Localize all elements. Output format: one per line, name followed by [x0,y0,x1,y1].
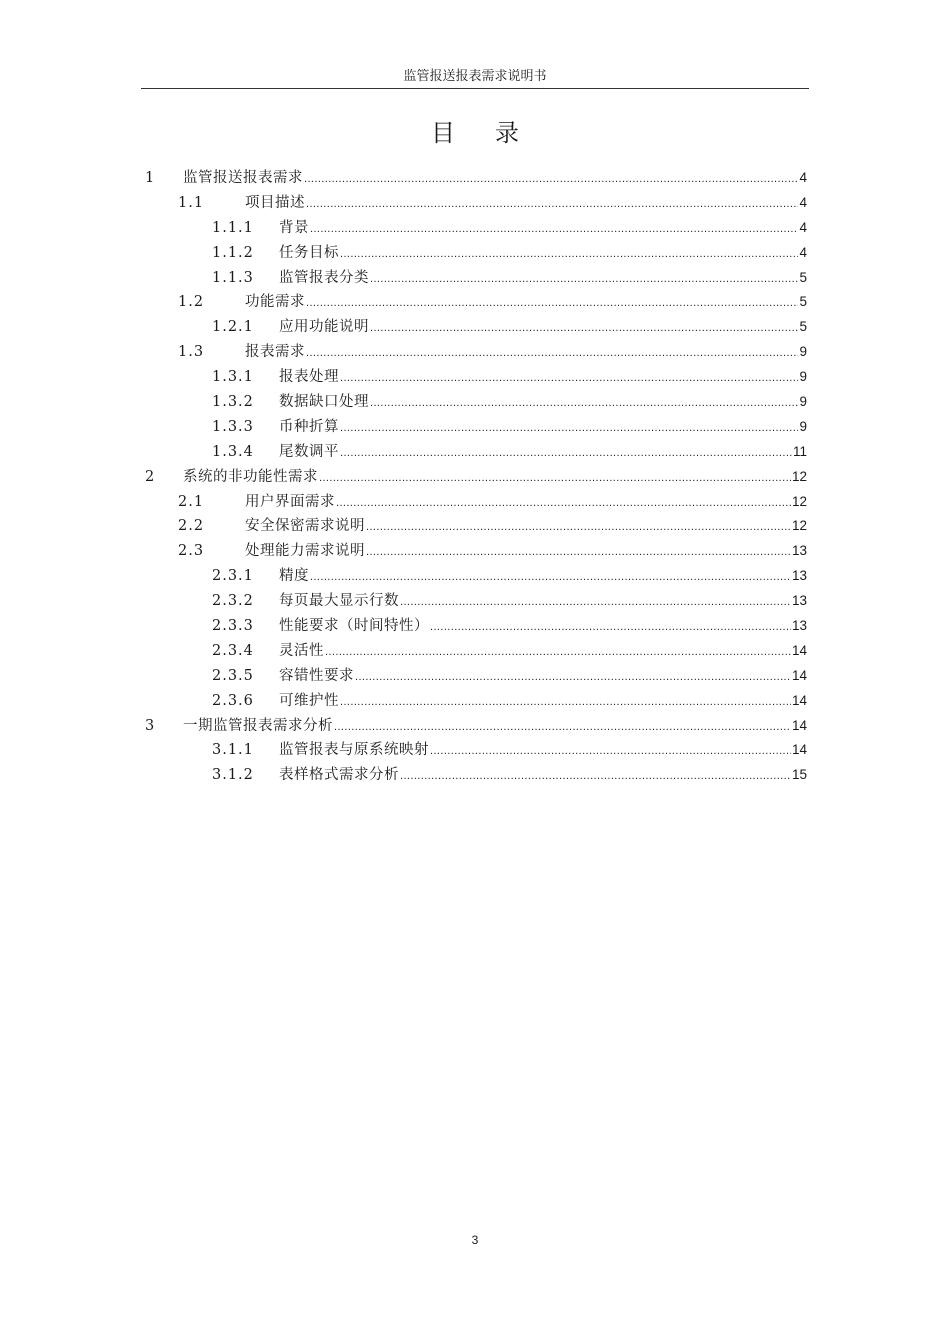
toc-dot-leader [319,466,791,491]
toc-entry-number: 1.3 [178,344,205,361]
toc-entry[interactable] [141,241,807,266]
toc-entry-number: 2.3.2 [212,593,254,610]
toc-title [141,116,809,150]
toc-entry-label: 项目描述 [245,194,305,211]
toc-entry-label: 可维护性 [279,692,339,709]
toc-entry-page: 9 [799,369,807,385]
toc-dot-leader [306,192,798,217]
toc-entry-number: 1.3.1 [212,369,254,386]
toc-entry[interactable] [141,440,807,465]
toc-entry-label: 功能需求 [245,294,305,311]
toc-entry-label: 数据缺口处理 [279,394,369,411]
toc-entry-number: 1.1 [178,194,205,211]
toc-dot-leader [430,739,791,764]
toc-entry[interactable] [141,490,807,515]
toc-entry[interactable] [141,290,807,315]
toc-entry-number: 2.3.3 [212,618,254,635]
toc-dot-leader [370,391,798,416]
toc-entry[interactable] [141,614,807,639]
page-header: 监管报送报表需求说明书 [141,66,809,89]
toc-entry-number: 1.3.3 [212,418,254,435]
toc-entry-page: 5 [799,319,807,335]
toc-entry-label: 灵活性 [279,642,324,659]
toc-dot-leader [306,341,798,366]
toc-dot-leader [400,764,791,789]
toc-entry-label: 精度 [279,568,309,585]
toc-entry[interactable] [141,639,807,664]
toc-dot-leader [310,565,791,590]
toc-entry-number: 1.1.3 [212,269,254,286]
toc-dot-leader [366,540,791,565]
toc-entry-page: 14 [791,667,807,683]
toc-entry[interactable] [141,564,807,589]
toc-dot-leader [366,515,791,540]
toc-entry-page: 13 [791,568,807,584]
toc-entry-number: 1.3.4 [212,443,254,460]
toc-entry-page: 13 [791,543,807,559]
toc-entry[interactable] [141,539,807,564]
toc-dot-leader [370,267,798,292]
toc-entry-page: 9 [799,344,807,360]
toc-entry-label: 背景 [279,219,309,236]
toc-entry-page: 13 [791,618,807,634]
toc-entry-label: 处理能力需求说明 [245,543,365,560]
toc-entry-page: 14 [791,717,807,733]
toc-entry[interactable] [141,738,807,763]
toc-entry-page: 14 [791,642,807,658]
toc-entry-page: 4 [799,194,807,210]
toc-entry-label: 应用功能说明 [279,319,369,336]
toc-entry-number: 2.2 [178,518,205,535]
toc-dot-leader [430,615,791,640]
toc-dot-leader [306,291,798,316]
toc-entry-number: 2.3.1 [212,568,254,585]
toc-entry-label: 每页最大显示行数 [279,593,399,610]
toc-dot-leader [310,217,798,242]
toc-entry-number: 3.1.1 [212,742,254,759]
toc-entry-label: 一期监管报表需求分析 [183,717,333,734]
page-number: 3 [471,1233,479,1247]
toc-entry[interactable] [141,191,807,216]
toc-dot-leader [355,665,791,690]
toc-entry-page: 5 [799,294,807,310]
toc-entry-number: 1.1.2 [212,244,254,261]
toc-title-part1: 目 [431,119,455,147]
toc-entry[interactable] [141,664,807,689]
toc-entry-number: 2 [145,468,156,485]
toc-dot-leader [370,316,798,341]
toc-entry-page: 13 [791,593,807,609]
toc-entry-label: 监管报表分类 [279,269,369,286]
toc-entry-page: 5 [799,269,807,285]
toc-dot-leader [304,167,798,192]
toc-dot-leader [340,366,798,391]
toc-entry-number: 1.2 [178,294,205,311]
toc-entry-page: 4 [799,244,807,260]
toc-entry-label: 监管报送报表需求 [183,170,303,186]
toc-entry[interactable] [141,763,807,788]
toc-dot-leader [340,690,791,715]
toc-entry-number: 3 [145,717,156,734]
toc-dot-leader [325,640,791,665]
toc-entry-page: 14 [791,692,807,708]
toc-entry-label: 安全保密需求说明 [245,518,365,535]
toc-entry-page: 14 [791,742,807,758]
toc-dot-leader [336,491,791,516]
toc-entry-label: 监管报表与原系统映射 [279,742,429,759]
toc-entry[interactable] [141,216,807,241]
toc-entry[interactable] [141,340,807,365]
toc-entry-page: 11 [792,443,807,459]
toc-entry-label: 表样格式需求分析 [279,767,399,784]
toc-entry-page: 4 [799,219,807,235]
toc-entry[interactable] [141,589,807,614]
toc-entry-label: 币种折算 [279,418,339,435]
toc-entry-label: 任务目标 [279,244,339,261]
toc-entry-page: 12 [791,518,807,534]
toc-dot-leader [334,715,791,740]
toc-entry-label: 报表需求 [245,344,305,361]
toc-entry[interactable] [141,315,807,340]
toc-entry-number: 2.1 [178,493,205,510]
toc-entry-number: 2.3 [178,543,205,560]
toc-entry[interactable] [141,166,807,191]
toc-entry-label: 性能要求（时间特性） [279,618,429,635]
toc-entry[interactable] [141,465,807,490]
table-of-contents [141,166,807,788]
toc-entry-number: 1.1.1 [212,219,254,236]
toc-entry[interactable] [141,514,807,539]
toc-entry-number: 2.3.4 [212,642,254,659]
toc-entry-page: 12 [791,468,807,484]
toc-entry-number: 2.3.5 [212,667,254,684]
toc-dot-leader [340,441,792,466]
toc-entry-page: 12 [791,493,807,509]
toc-entry-number: 1.3.2 [212,394,254,411]
toc-entry-number: 3.1.2 [212,767,254,784]
toc-dot-leader [400,590,791,615]
toc-entry[interactable] [141,390,807,415]
toc-dot-leader [340,416,798,441]
toc-entry-label: 系统的非功能性需求 [183,468,318,485]
toc-entry-label: 容错性要求 [279,667,354,684]
toc-title-part2: 录 [495,119,519,147]
toc-entry-page: 9 [799,418,807,434]
toc-entry[interactable] [141,365,807,390]
toc-entry-number: 1 [145,170,156,186]
toc-entry-label: 尾数调平 [279,443,339,460]
toc-entry[interactable] [141,714,807,739]
toc-entry-page: 4 [799,170,807,185]
toc-entry-number: 1.2.1 [212,319,254,336]
toc-dot-leader [340,242,798,267]
toc-entry-page: 15 [791,767,807,783]
toc-entry-label: 用户界面需求 [245,493,335,510]
toc-entry[interactable] [141,415,807,440]
toc-entry[interactable] [141,689,807,714]
toc-entry[interactable] [141,266,807,291]
toc-entry-page: 9 [799,394,807,410]
toc-entry-label: 报表处理 [279,369,339,386]
toc-entry-number: 2.3.6 [212,692,254,709]
